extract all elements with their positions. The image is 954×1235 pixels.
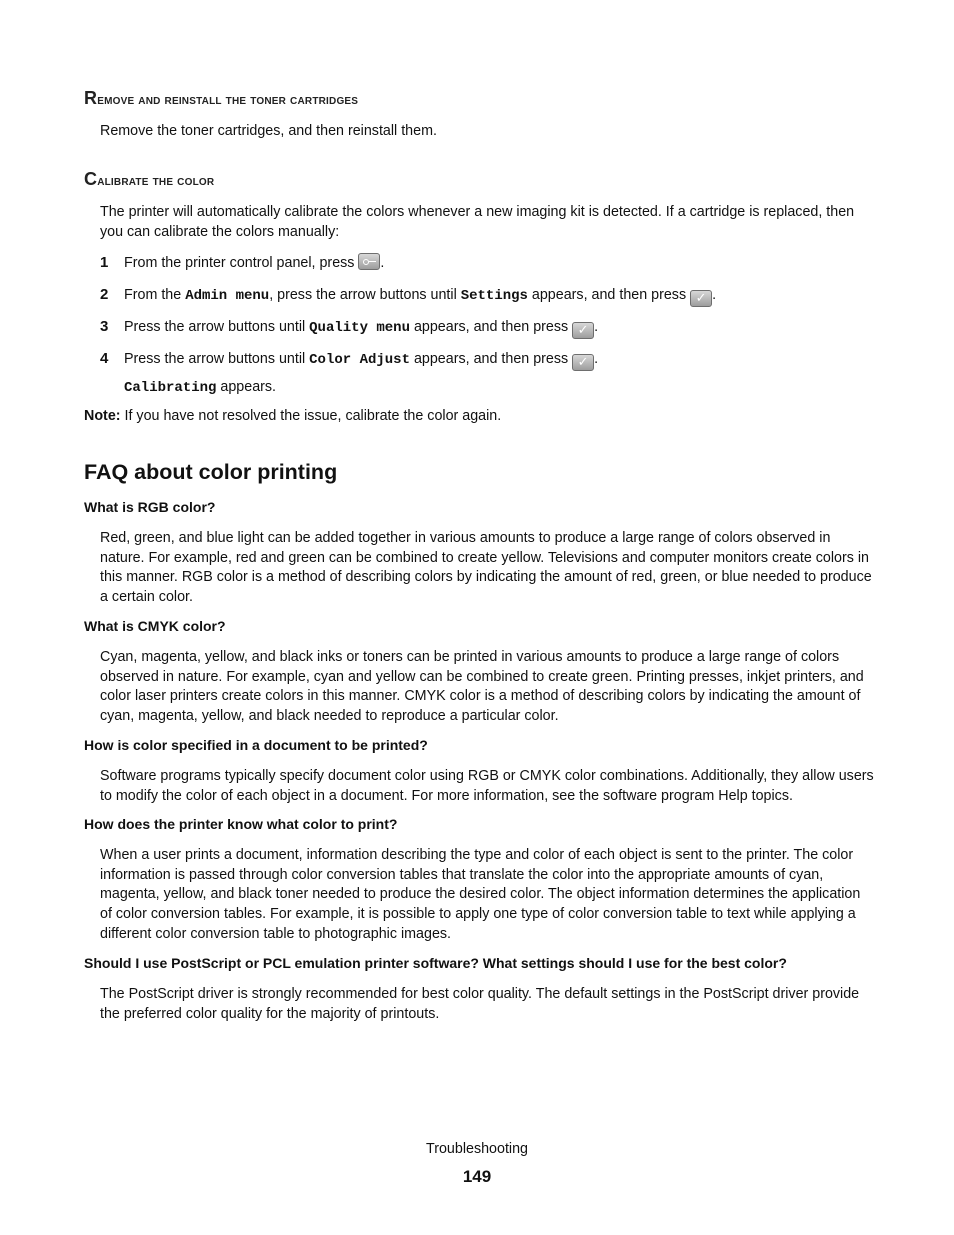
step-2: 2 From the Admin menu, press the arrow buttons until Settings appears, and then press ✓ . bbox=[100, 286, 717, 306]
check-icon: ✓ bbox=[690, 290, 712, 307]
calibrate-intro: The printer will automatically calibrate the colors whenever a new imaging kit is detected. If a cartridge is replaced, then you can calibrate the colors manually: bbox=[100, 204, 855, 240]
faq-question-color-specified: How is color specified in a document to be printed? bbox=[84, 737, 428, 753]
step-4: 4 Press the arrow buttons until Color Adjust appears, and then press ✓ . bbox=[100, 350, 599, 370]
faq-question-rgb: What is RGB color? bbox=[84, 499, 216, 515]
faq-answer-cmyk: Cyan, magenta, yellow, and black inks or toners can be printed in various amounts to produce a large range of colors observed in nature. For example, cyan and yellow can be combined to create green. Printing presses, inkjet printers, and color laser printers create colors in this manner. CMYK color is a method of describing colors by indicating the amount of cyan, magenta, yellow, and black needed to reproduce a particular color. bbox=[100, 649, 864, 725]
faq-answer-color-specified: Software programs typically specify document color using RGB or CMYK color combinations. Additionally, they allow users to modify the color of each object in a document. For more information, see the software program Help topics. bbox=[100, 768, 874, 804]
faq-question-printer-color: How does the printer know what color to print? bbox=[84, 816, 398, 832]
check-icon: ✓ bbox=[572, 322, 594, 339]
check-icon: ✓ bbox=[572, 354, 594, 371]
step-1: 1 From the printer control panel, press . bbox=[100, 254, 385, 271]
faq-answer-printer-color: When a user prints a document, information describing the type and color of each object is sent to the printer. The color information is passed through color conversion tables that translate the color into the appropriate amounts of cyan, magenta, yellow, and black toner needed to produce the desired color. The object information determines the application of color conversion tables. For example, it is possible to apply one type of color conversion table to text while applying a different color conversion table to photographic images. bbox=[100, 847, 861, 942]
calibrate-note: Note: If you have not resolved the issue, calibrate the color again. bbox=[84, 408, 502, 424]
faq-title: FAQ about color printing bbox=[84, 460, 338, 484]
key-icon bbox=[358, 253, 380, 270]
faq-answer-rgb: Red, green, and blue light can be added together in various amounts to produce a large range of colors observed in nature. For example, red and green can be combined to create yellow. Televisions and computer monitors create colors in this manner. RGB color is a method of describing colors by indicating the amount of red, green, or blue needed to produce a certain color. bbox=[100, 530, 872, 606]
footer-section-label: Troubleshooting bbox=[426, 1141, 528, 1157]
section-heading-remove-reinstall: Remove and reinstall the toner cartridges bbox=[84, 88, 359, 108]
section-body-remove-reinstall: Remove the toner cartridges, and then reinstall them. bbox=[100, 123, 437, 139]
step-3: 3 Press the arrow buttons until Quality menu appears, and then press ✓ . bbox=[100, 318, 599, 338]
section-heading-calibrate: Calibrate the color bbox=[84, 169, 215, 189]
page-number: 149 bbox=[462, 1167, 492, 1186]
step-4-result: Calibrating appears. bbox=[124, 379, 277, 396]
faq-answer-postscript-pcl: The PostScript driver is strongly recommended for best color quality. The default settings in the PostScript driver provide the preferred color quality for the majority of printouts. bbox=[100, 986, 860, 1022]
faq-question-postscript-pcl: Should I use PostScript or PCL emulation printer software? What settings should I use for the best color? bbox=[84, 955, 787, 971]
faq-question-cmyk: What is CMYK color? bbox=[84, 618, 226, 634]
